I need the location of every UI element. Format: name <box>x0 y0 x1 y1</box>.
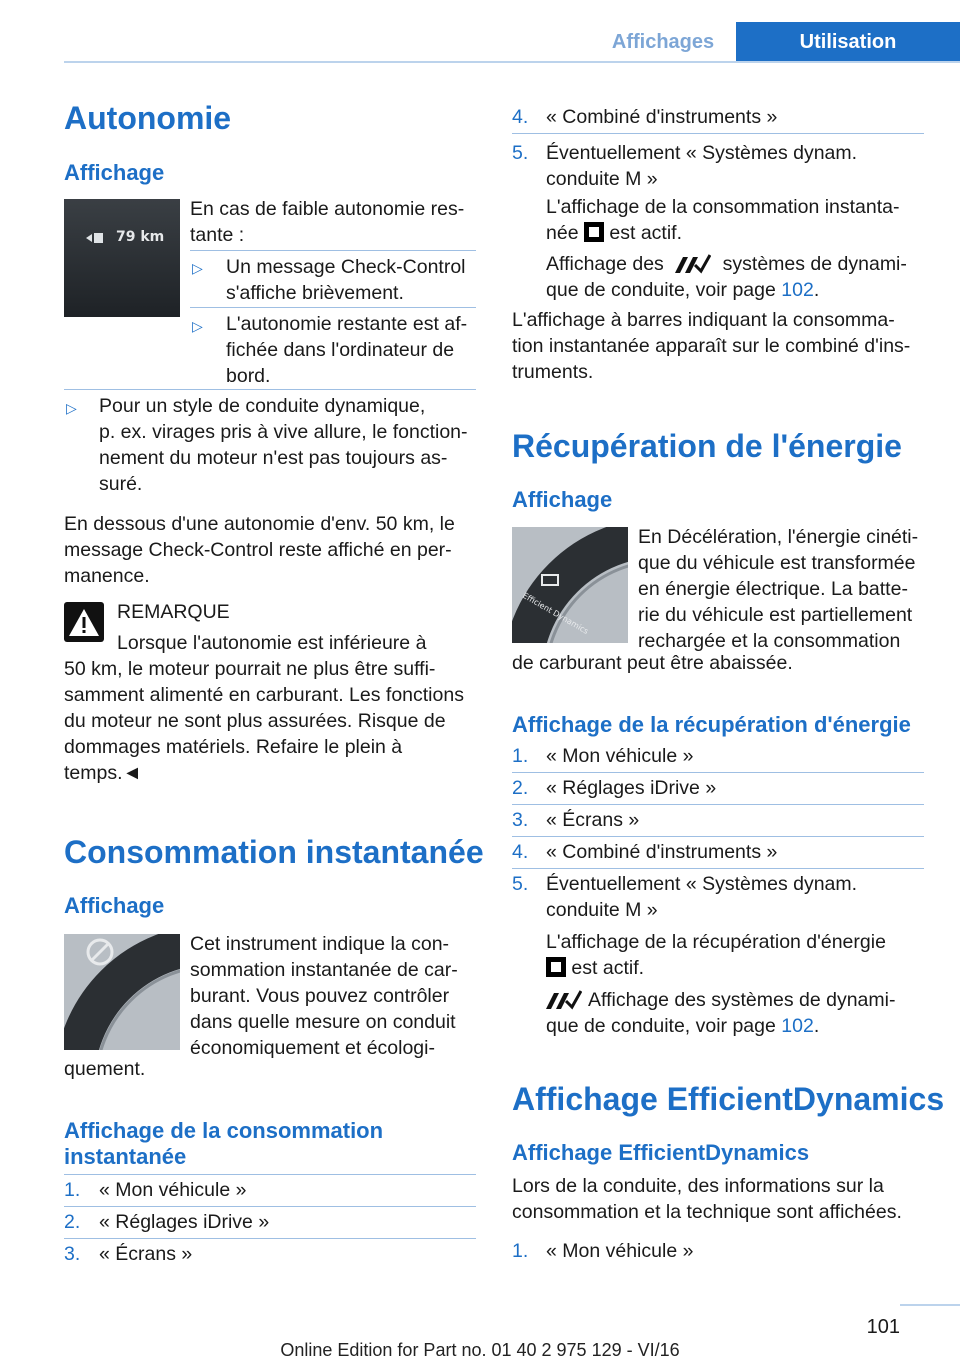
dynamics-reference-2: Affichage des systèmes de dynami- que de conduite, voir page 102. <box>546 989 896 1037</box>
heading-recuperation: Récupération de l'énergie <box>512 428 902 464</box>
header-chapter-tab[interactable]: Utilisation <box>736 22 960 62</box>
steps-cont-list <box>512 102 924 192</box>
paragraph-50km: En dessous d'une autonomie d'env. 50 km, le message Check-Control reste affiché en per- manence. <box>64 513 455 587</box>
list-item: 2. « Réglages iDrive » <box>64 1211 270 1233</box>
heading-affichage-recuperation: Affichage de la récupération d'énergie <box>512 712 911 737</box>
gauge-label: Efficient Dynamics <box>521 590 591 636</box>
separator <box>64 389 476 390</box>
fuel-pump-icon <box>86 232 108 244</box>
driving-dynamics-icon <box>546 989 582 1011</box>
dynamics-reference-1: Affichage des systèmes de dynami- que de conduite, voir page 102. <box>546 253 907 301</box>
list-item: 3. « Écrans » <box>64 1243 193 1265</box>
bullet-item: L'autonomie restante est af- fichée dans l'ordinateur de bord. <box>226 313 468 387</box>
heading-affichage-3: Affichage <box>512 487 613 512</box>
note-title: REMARQUE <box>117 601 230 623</box>
heading-affichage-2: Affichage <box>64 893 165 918</box>
heading-affichage-consommation: Affichage de la consommation instantanée <box>64 1118 384 1169</box>
footer-edition: Online Edition for Part no. 01 40 2 975 129 - VI/16 <box>280 1340 680 1360</box>
bullet-triangle-icon: ▷ <box>66 400 77 416</box>
separator <box>190 250 476 251</box>
heading-affichage-1: Affichage <box>64 160 165 185</box>
bullet-item: Pour un style de conduite dynamique, p. ex. virages pris à vive allure, le fonction- nement du moteur n'est pas toujours as- suré. <box>99 395 468 495</box>
note-body: 50 km, le moteur pourrait ne plus être suffi- samment alimenté en carburant. Les fonctions du moteur ne sont plus assurées. Risque de dommages matériels. Refaire le plein à temps.◄ <box>64 658 464 784</box>
page-number: 101 <box>866 1316 900 1338</box>
recuperation-display-icon <box>546 957 566 977</box>
bullet-item: Un message Check-Control s'affiche brièvement. <box>226 256 466 304</box>
recuperation-text: En Décélération, l'énergie cinéti- que du véhicule est transformée en énergie électrique. La batte- rie du véhicule est partiellement rechargée et la consommation <box>638 526 919 652</box>
range-intro: En cas de faible autonomie res- tante : <box>190 198 465 246</box>
header-rule <box>64 61 960 63</box>
efficientdynamics-paragraph: Lors de la conduite, des informations sur la consommation et la technique sont affichées. <box>512 1175 902 1223</box>
list-item: 3. « Écrans » <box>512 809 640 831</box>
header-section-tab[interactable]: Affichages <box>611 30 715 53</box>
recuperation-active-note: L'affichage de la récupération d'énergie est actif. <box>546 931 886 979</box>
list-item: 1. « Mon véhicule » <box>512 745 694 767</box>
consumption-display-icon <box>584 222 604 242</box>
driving-dynamics-icon <box>675 253 711 275</box>
heading-autonomie: Autonomie <box>64 100 232 136</box>
bullet-triangle-icon: ▷ <box>192 260 203 276</box>
heading-efficientdynamics: Affichage EfficientDynamics <box>512 1081 945 1117</box>
range-readout: 79 km <box>116 229 165 245</box>
recuperation-gauge-icon <box>512 527 628 643</box>
efficient-dynamics-gauge-image <box>512 527 628 643</box>
list-item: 4. « Combiné d'instruments » <box>512 106 778 128</box>
page-link[interactable]: 102 <box>781 279 814 301</box>
list-item: 1. « Mon véhicule » <box>512 1240 694 1262</box>
bullet-triangle-icon: ▷ <box>192 318 203 334</box>
list-item: 4. « Combiné d'instruments » <box>512 841 778 863</box>
steps-recup-list <box>512 741 924 927</box>
list-item: 1. « Mon véhicule » <box>64 1179 247 1201</box>
consumption-active-note: L'affichage de la consommation instanta- née est actif. <box>546 196 900 244</box>
heading-consommation: Consommation instantanée <box>64 834 484 870</box>
separator <box>190 307 476 308</box>
gauge-dial-icon <box>64 934 180 1050</box>
page-link[interactable]: 102 <box>781 1015 814 1037</box>
list-item: 5. Éventuellement « Systèmes dynam. conduite M » <box>512 873 858 921</box>
recuperation-text-tail: de carburant peut être abaissée. <box>512 652 793 674</box>
warning-icon <box>64 602 104 642</box>
note-line: Lorsque l'autonomie est inférieure à <box>117 632 427 654</box>
footer-rule <box>900 1304 960 1306</box>
consumption-gauge-image <box>64 934 180 1050</box>
list-item: 2. « Réglages iDrive » <box>512 777 717 799</box>
heading-efficientdynamics-sub: Affichage EfficientDynamics <box>512 1140 810 1165</box>
bar-display-paragraph: L'affichage à barres indiquant la consomma- tion instantanée apparaît sur le combiné d'ins- truments. <box>512 309 911 383</box>
steps-list <box>64 1174 476 1270</box>
consumption-text: Cet instrument indique la con- sommation instantanée de car- burant. Vous pouvez contrôler dans quelle mesure on conduit économiquement et écologi- <box>190 933 458 1059</box>
consumption-text-tail: quement. <box>64 1058 146 1080</box>
list-item: 5. Éventuellement « Systèmes dynam. conduite M » <box>512 142 858 190</box>
range-display-image <box>64 199 180 317</box>
